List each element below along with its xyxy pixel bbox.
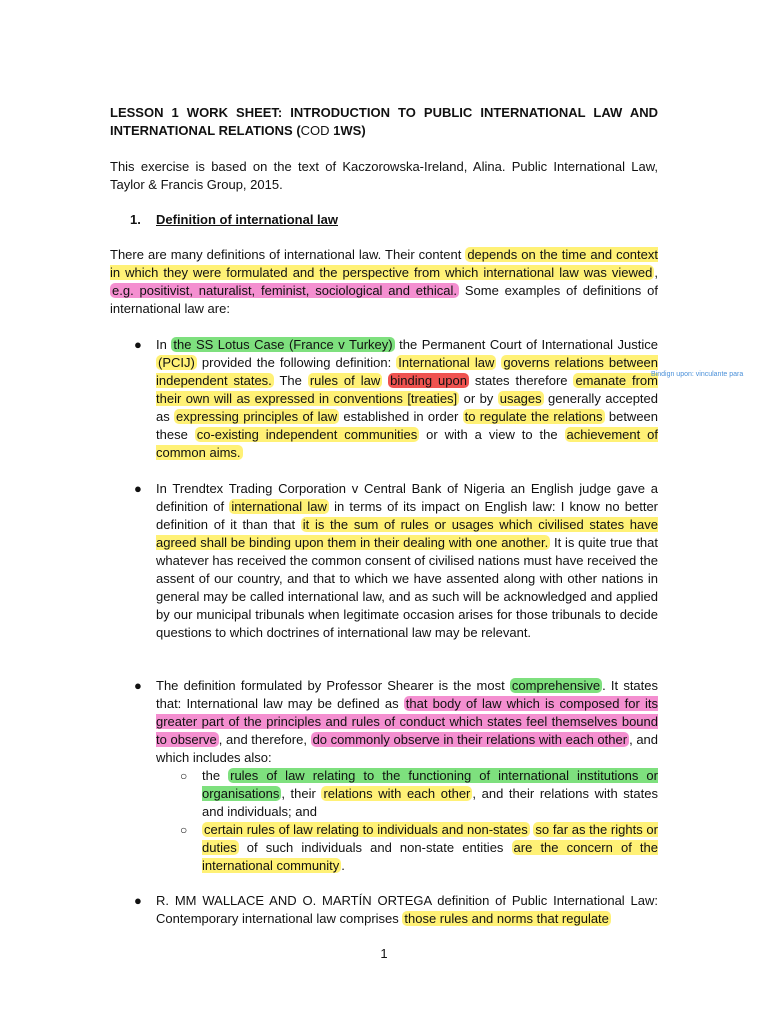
- bullet-dot-icon: ●: [134, 893, 142, 908]
- highlight-yellow: international law: [231, 499, 327, 514]
- highlight-pink: that body of law which is composed for its greater part of the principles and rules of conduct which states feel themselves bound to observe: [156, 696, 658, 747]
- highlight-green: the SS Lotus Case (France v Turkey): [173, 337, 393, 352]
- bullet-dot-icon: ●: [134, 481, 142, 496]
- intro-paragraph: This exercise is based on the text of Kaczorowska-Ireland, Alina. Public International Law, Taylor & Francis Group, 2015.: [110, 159, 658, 192]
- bullet-lotus-case: ● In the SS Lotus Case (France v Turkey) the Permanent Court of International Justice (PCIJ) provided the following definition: International law governs relations between independent states. The rules of law binding upon states therefore emanate from their own will as expressed in conventions [treaties] or by usages generally accepted as expressing principles of law established in order to regulate the relations between these co-existing independent communities or with a view to the achievement of common aims.: [134, 337, 659, 460]
- highlight-yellow: relations with each other: [323, 786, 471, 801]
- highlight-yellow: those rules and norms that regulate: [404, 911, 609, 926]
- section-heading: [130, 211, 338, 229]
- highlight-yellow: to regulate the relations: [464, 409, 603, 424]
- sub-item-institutions: ○ the rules of law relating to the functioning of international institutions or organisations , their relations with each other , and their relations with states and individuals; and: [180, 768, 658, 819]
- section-title: Definition of international law: [156, 212, 338, 227]
- highlight-yellow: expressing principles of law: [176, 409, 338, 424]
- highlight-yellow: are the concern of the international community: [202, 840, 658, 873]
- highlight-yellow: International law: [398, 355, 495, 370]
- highlight-yellow: depends on the time and context in which they were formulated and the perspective from which international law was viewed: [110, 247, 658, 280]
- highlight-yellow: achievement of common aims.: [156, 427, 658, 460]
- highlight-green: comprehensive: [511, 678, 601, 693]
- circle-bullet-icon: ○: [180, 823, 188, 837]
- section-number: 1.: [130, 212, 141, 227]
- bullet-shearer: ● The definition formulated by Professor Shearer is the most comprehensive . It states that: International law may be defined as that body of law which is composed for its greater part of the principles and rules of conduct which states feel themselves bound to observe , and therefore, do commonly observe in their relations with each other , and which includes also: ○ the rules of law relating to the functioning of international institutions or organisations , their relations with each other , and their relations with states and individuals; and ○ certain rules of law relating to individuals and non-states so far as the rights or duties of such individuals and non-state entities are the concern of the international community .: [134, 678, 659, 873]
- highlight-green: rules of law relating to the functioning of international institutions or organisations: [202, 768, 658, 801]
- highlight-yellow: governs relations between independent states.: [156, 355, 659, 388]
- title-text: LESSON 1 WORK SHEET: INTRODUCTION TO PUBLIC INTERNATIONAL LAW AND INTERNATIONAL RELATIONS (: [110, 105, 658, 138]
- highlight-yellow: co-existing independent communities: [196, 427, 418, 442]
- margin-comment[interactable]: Bindign upon: vinculante para: [651, 371, 744, 378]
- sub-item-individuals: ○ certain rules of law relating to individuals and non-states so far as the rights or duties of such individuals and non-state entities are the concern of the international community .: [180, 822, 658, 873]
- highlight-red: binding upon: [390, 373, 467, 388]
- highlight-yellow: it is the sum of rules or usages which civilised states have agreed shall be binding upon them in their dealing with one another.: [156, 517, 658, 550]
- bullet-dot-icon: ●: [134, 337, 142, 352]
- bullet-trendtex: ● In Trendtex Trading Corporation v Central Bank of Nigeria an English judge gave a definition of international law in terms of its impact on English law: I know no better definition of it than that it is the sum of rules or usages which civilised states have agreed shall be binding upon them in their dealing with one another. It is quite true that whatever has received the common consent of civilised nations must have received the assent of our country, and that to which we have assented along with other nations in general may be called international law, and as such will be acknowledged and applied by our municipal tribunals when legitimate occasion arises for those tribunals to decide questions to which doctrines of international law may be relevant.: [134, 481, 659, 640]
- highlight-pink: do commonly observe in their relations with each other: [312, 732, 628, 747]
- page-number: 1: [380, 946, 388, 961]
- highlight-yellow: certain rules of law relating to individuals and non-states: [204, 822, 528, 837]
- highlight-pink: e.g. positivist, naturalist, feminist, sociological and ethical.: [112, 283, 457, 298]
- definitions-intro-paragraph: There are many definitions of international law. Their content depends on the time and context in which they were formulated and the perspective from which international law was viewed , e.g. positivist, naturalist, feminist, sociological and ethical. Some examples of definitions of international law are:: [110, 247, 658, 316]
- bullet-wallace-ortega: ● R. MM WALLACE AND O. MARTÍN ORTEGA definition of Public International Law: Contemporary international law comprises those rules and norms that regulate: [134, 893, 658, 926]
- circle-bullet-icon: ○: [180, 769, 188, 783]
- highlight-yellow: rules of law: [309, 373, 381, 388]
- bullet-dot-icon: ●: [134, 678, 142, 693]
- highlight-yellow: so far as the rights or duties: [202, 822, 658, 855]
- highlight-yellow: usages: [499, 391, 542, 406]
- title-code: 1WS: [333, 123, 362, 138]
- worksheet-title: [110, 104, 658, 140]
- title-code-label: COD: [300, 123, 334, 138]
- title-close: ): [361, 123, 366, 138]
- highlight-yellow: emanate from their own will as expressed in conventions [treaties]: [156, 373, 658, 406]
- highlight-yellow: (PCIJ): [158, 355, 195, 370]
